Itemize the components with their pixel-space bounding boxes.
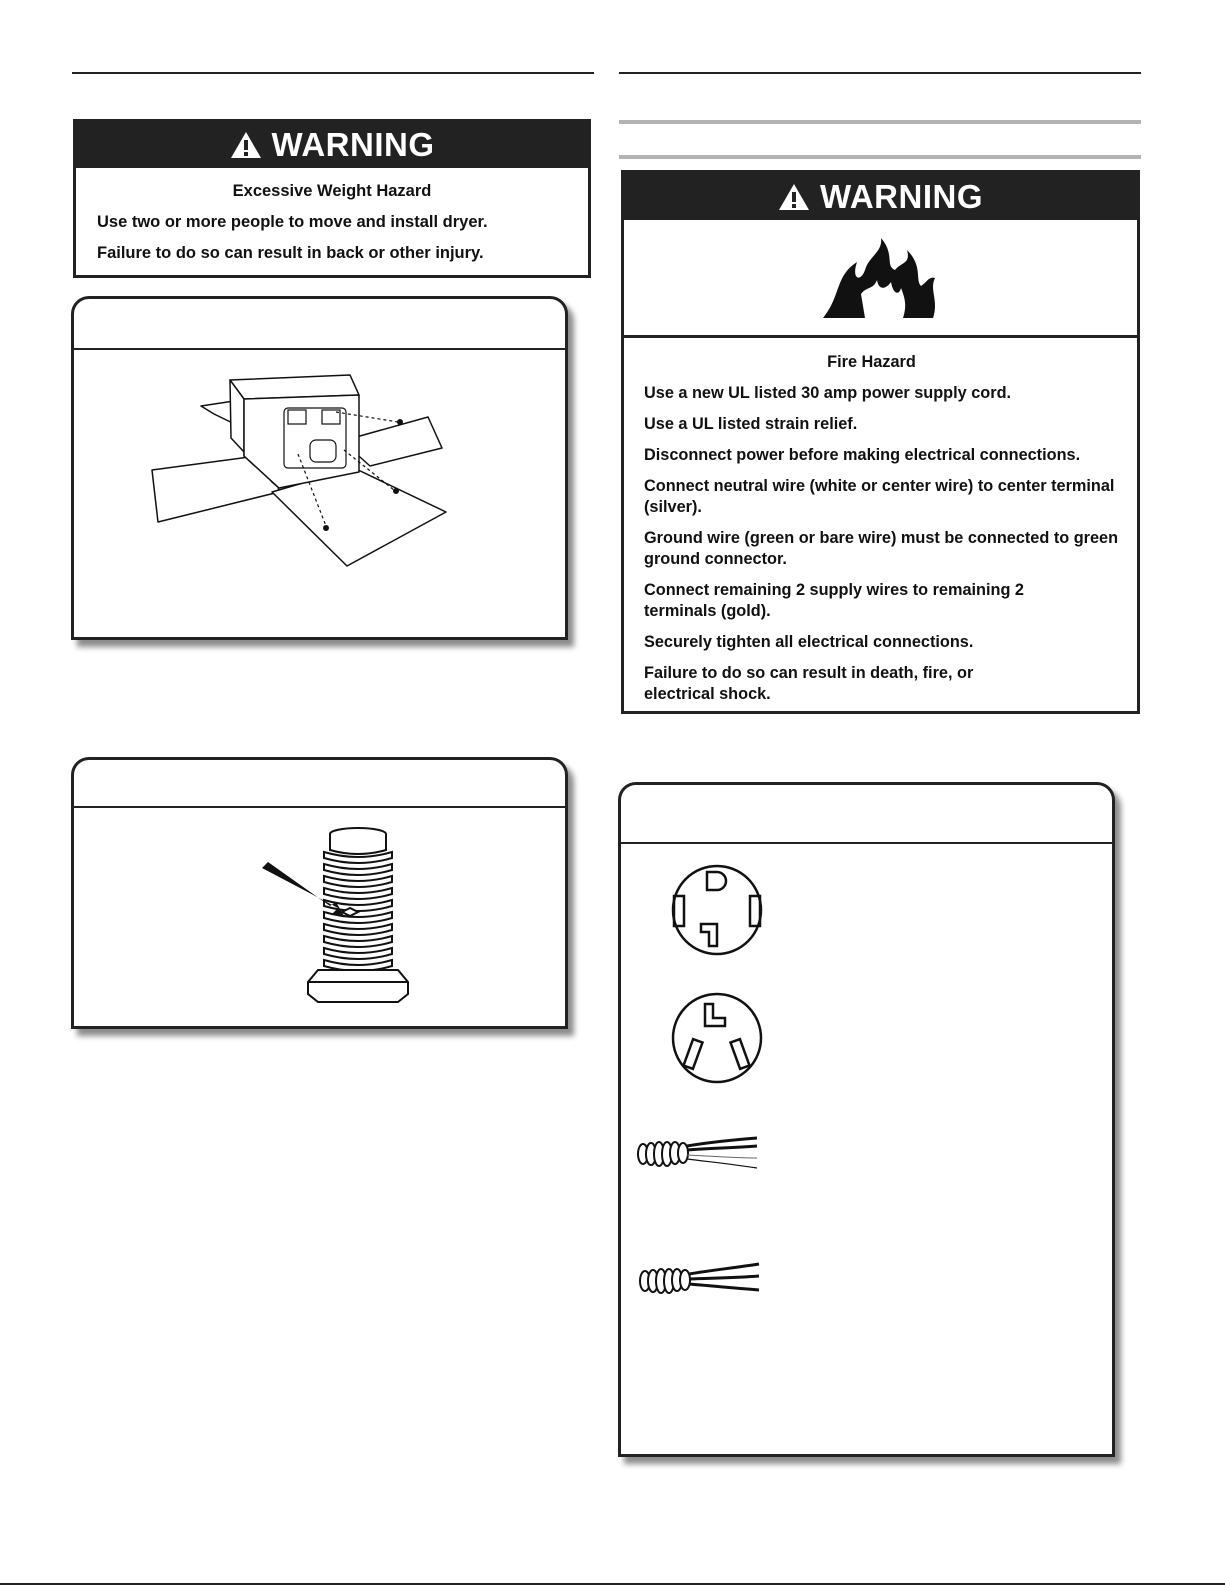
outlet-cable-illustrations (621, 844, 1112, 1456)
warning-triangle-icon (778, 183, 810, 211)
warning-line: Use two or more people to move and install dryer. (97, 213, 488, 231)
three-prong-outlet-icon (673, 994, 761, 1082)
panel-header (74, 299, 565, 350)
panel-header (74, 760, 565, 808)
warning-line: Connect remaining 2 supply wires to remaining 2 terminals (gold). (644, 581, 1024, 620)
warning-line: Ground wire (green or bare wire) must be connected to green ground connector. (644, 529, 1119, 568)
outlet-cable-panel (618, 782, 1115, 1457)
four-prong-outlet-icon (673, 866, 761, 954)
four-wire-cable-icon (638, 1138, 757, 1168)
section-rule-lower (619, 155, 1141, 159)
fire-icon-area (624, 220, 1137, 338)
warning-line: Securely tighten all electrical connections. (644, 633, 974, 651)
warning-header (624, 173, 1137, 220)
dryer-carton-panel (71, 296, 568, 640)
section-rule-upper (619, 120, 1141, 124)
warning-line: Failure to do so can result in back or other injury. (97, 244, 484, 262)
top-rule-right (619, 72, 1141, 74)
warning-line: Disconnect power before making electrical connections. (644, 446, 1081, 464)
warning-line: Use a new UL listed 30 amp power supply cord. (644, 384, 1012, 402)
leveling-leg-illustration (74, 808, 565, 1028)
fire-warning-box (621, 170, 1140, 714)
warning-line: Connect neutral wire (white or center wire) to center terminal (silver). (644, 477, 1115, 516)
warning-line: Use a UL listed strain relief. (644, 415, 858, 433)
warning-line: Failure to do so can result in death, fire, or electrical shock. (644, 664, 974, 703)
hazard-title: Fire Hazard (827, 353, 916, 371)
top-rule-left (72, 72, 594, 74)
weight-warning-box (73, 119, 591, 278)
three-wire-cable-icon (640, 1264, 759, 1293)
warning-header (76, 122, 588, 168)
warning-triangle-icon (230, 131, 262, 159)
fire-icon (821, 236, 941, 320)
warning-header-text: WARNING (271, 126, 435, 163)
leveling-leg-panel (71, 757, 568, 1029)
warning-header-text: WARNING (820, 177, 983, 215)
dryer-on-carton-illustration (74, 350, 565, 638)
hazard-title: Excessive Weight Hazard (232, 182, 432, 200)
panel-header (621, 785, 1112, 844)
